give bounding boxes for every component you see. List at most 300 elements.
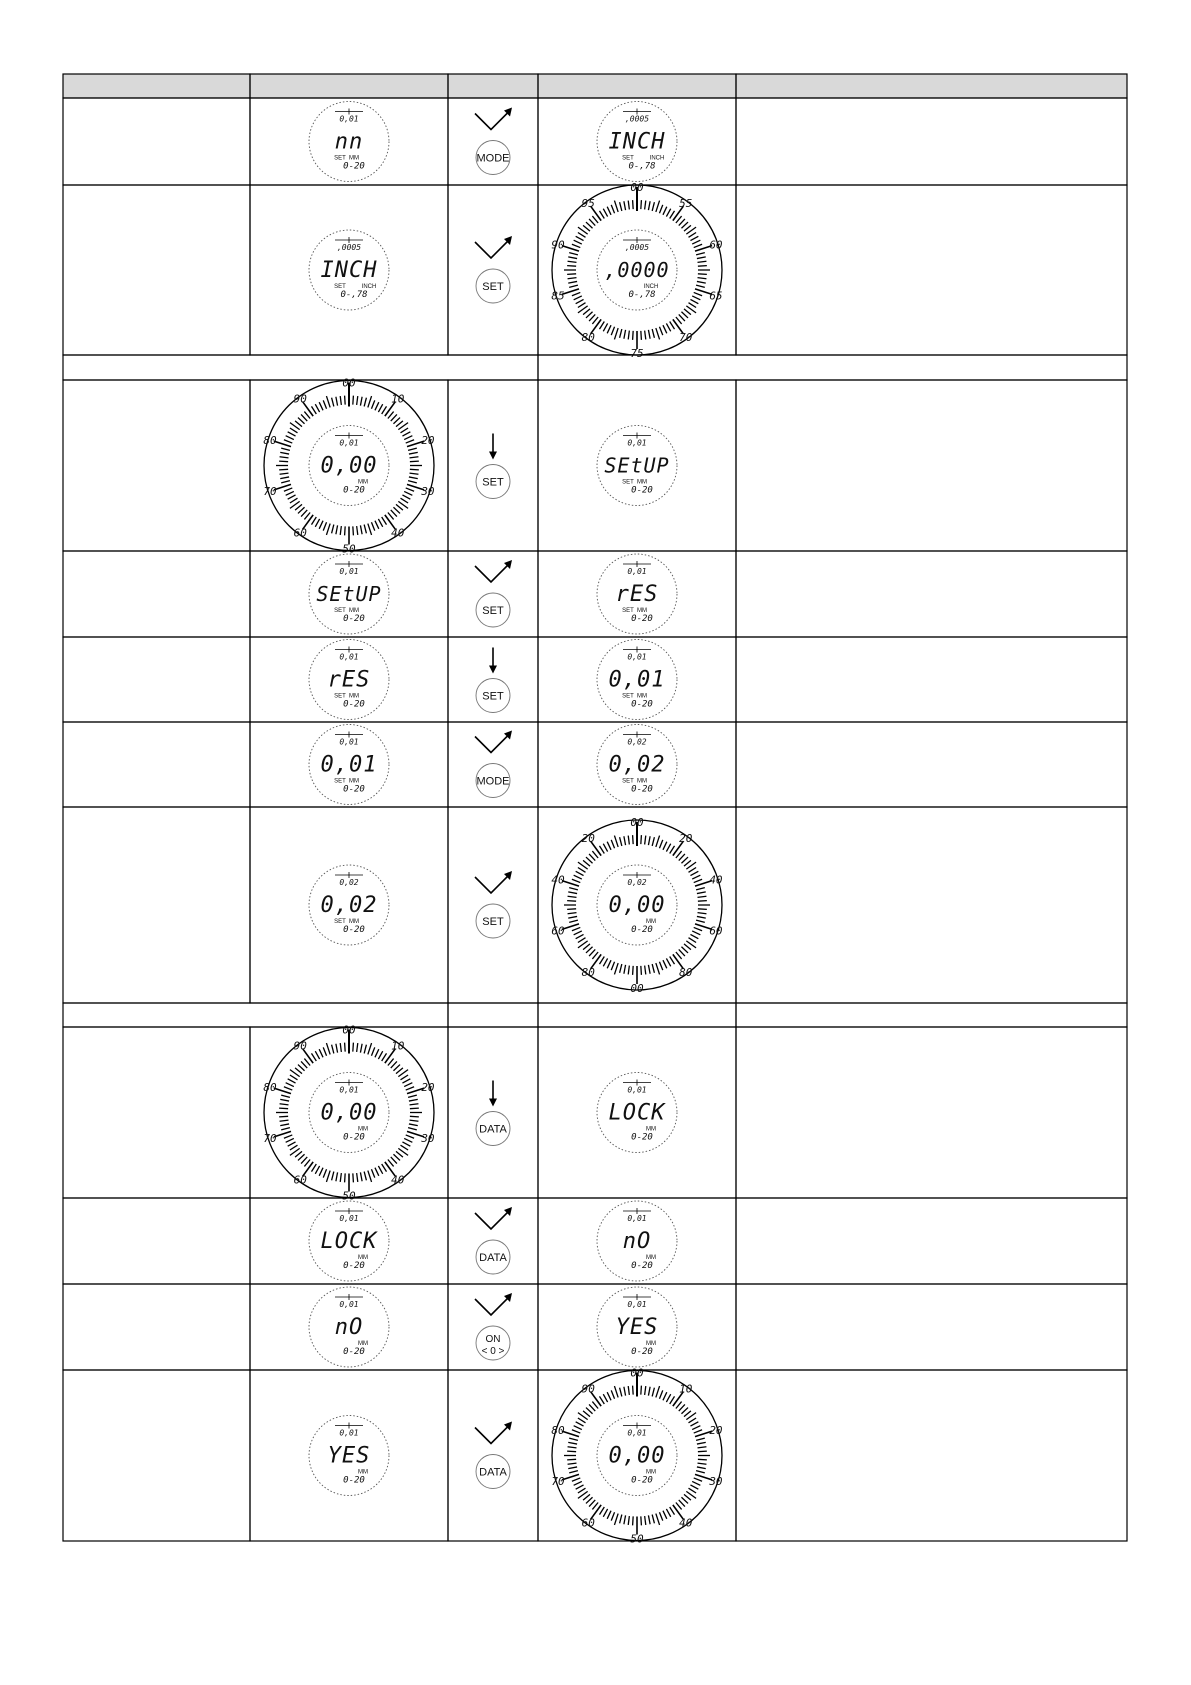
dial-tick	[607, 1511, 611, 1519]
dial-tick	[315, 519, 319, 527]
dial-tick	[641, 966, 642, 975]
dial-tick	[568, 892, 577, 894]
table-cell	[736, 722, 1127, 807]
resolution-value: 0,01	[339, 567, 359, 576]
range-indicator: 0-20	[631, 1347, 653, 1357]
resolution-value: 0,01	[627, 1300, 647, 1309]
dial-tick	[393, 1154, 400, 1160]
resolution-value: 0,02	[627, 737, 647, 747]
dial-number: 30	[709, 1475, 723, 1489]
dial-tick	[290, 1075, 298, 1080]
dial-tick	[648, 1387, 650, 1396]
dial-tick	[614, 328, 618, 339]
table-row	[63, 551, 1127, 637]
dial-tick	[583, 1411, 590, 1417]
press-release-arrow-icon	[475, 564, 509, 582]
set-indicator: SET	[622, 693, 634, 700]
dial-tick	[382, 517, 387, 525]
lcd-main-reading: rES	[327, 667, 371, 693]
dial-tick	[304, 1160, 310, 1167]
dial-number: 50	[630, 1532, 644, 1546]
dial-tick	[607, 325, 611, 333]
dial-tick	[628, 966, 629, 975]
press-release-arrow-icon	[475, 735, 509, 753]
dial-tick	[603, 1394, 607, 1402]
dial-number: 90	[551, 238, 565, 252]
dial-number: 20	[421, 433, 435, 447]
press-release-arrow-icon	[475, 1297, 509, 1315]
dial-tick	[670, 846, 675, 854]
dial-tick	[696, 888, 705, 890]
key-action	[476, 1081, 510, 1146]
dial-tick	[652, 329, 654, 338]
dial-tick	[568, 257, 577, 259]
dial-tick	[628, 836, 629, 845]
dial-tick	[696, 1471, 705, 1473]
dial-tick	[620, 964, 622, 973]
lcd-main-reading: INCH	[320, 258, 378, 283]
dial-tick	[656, 836, 660, 847]
resolution-value: 0,01	[339, 1300, 359, 1309]
display-after	[597, 426, 677, 506]
table-cell	[736, 1198, 1127, 1284]
dial-tick	[690, 1422, 698, 1426]
dial-tick	[567, 274, 576, 275]
arrow-head-icon	[489, 1099, 497, 1107]
dial-tick	[611, 327, 614, 335]
dial-tick	[611, 1390, 614, 1398]
dial-tick	[624, 1515, 626, 1524]
table-row	[63, 98, 1127, 185]
dial-tick	[648, 836, 650, 845]
dial-tick	[319, 1168, 323, 1176]
dial-tick	[364, 1172, 366, 1181]
dial-tick	[589, 314, 595, 321]
dial-tick	[311, 1164, 316, 1172]
table-cell	[448, 185, 538, 355]
resolution-value: 0,02	[339, 878, 359, 887]
key-action	[475, 560, 512, 627]
table-cell	[63, 380, 250, 551]
lcd-main-reading: YES	[327, 1443, 371, 1469]
dial-tick	[578, 1488, 586, 1493]
lcd-main-reading: 0,00	[608, 1443, 666, 1469]
dial-number: 80	[551, 1423, 565, 1437]
range-indicator: 0-20	[631, 699, 653, 710]
dial-tick	[694, 879, 702, 882]
table-row	[63, 1284, 1127, 1370]
dial-tick	[607, 207, 611, 215]
table-cell	[448, 1284, 538, 1370]
dial-tick	[323, 400, 326, 408]
set-indicator: SET	[622, 155, 634, 162]
arrow-head-icon	[489, 666, 497, 674]
press-release-arrow-icon	[475, 1211, 509, 1229]
lcd-main-reading: YES	[615, 1315, 659, 1340]
dial-tick	[603, 209, 607, 217]
dial-tick	[315, 1166, 319, 1174]
dial-number: 90	[293, 1039, 307, 1053]
dial-tick	[578, 232, 586, 237]
dial-tick	[586, 1408, 593, 1414]
dial-tick	[368, 1171, 372, 1182]
lcd-main-reading: nO	[622, 1229, 652, 1254]
dial-tick	[353, 1043, 354, 1052]
display-before	[263, 1024, 434, 1203]
dial-tick	[645, 1386, 646, 1395]
dial-tick	[572, 1478, 580, 1481]
dial-tick	[694, 1430, 702, 1433]
dial-tick	[368, 1043, 372, 1054]
dial-tick	[663, 325, 667, 333]
dial-tick	[670, 211, 675, 219]
table-row	[63, 1198, 1127, 1284]
dial-tick	[576, 299, 584, 303]
dial-number: 20	[679, 831, 693, 845]
dial-tick	[620, 1515, 622, 1524]
dial-tick	[684, 225, 691, 231]
unit-indicator: MM	[349, 693, 359, 700]
dial-tick	[336, 397, 338, 406]
unit-indicator: MM	[646, 1469, 656, 1476]
dial-tick	[697, 1467, 706, 1469]
dial-tick	[679, 854, 685, 861]
dial-tick	[284, 488, 292, 491]
dial-tick	[568, 896, 577, 897]
dial-tick	[679, 1500, 685, 1507]
dial-tick	[676, 952, 682, 959]
dial-tick	[694, 927, 702, 930]
dial-tick	[648, 1515, 650, 1524]
dial-tick	[611, 840, 614, 848]
dial-tick	[401, 498, 409, 503]
dial-tick	[280, 1120, 289, 1121]
dial-tick	[360, 397, 362, 406]
dial-tick	[402, 1142, 410, 1146]
dial-tick	[656, 201, 660, 212]
press-release-arrow-icon	[475, 875, 509, 893]
dial-tick	[332, 1045, 334, 1054]
dial-tick	[614, 1386, 618, 1397]
unit-indicator: INCH	[649, 155, 665, 162]
dial-number: 80	[263, 433, 277, 447]
table-header	[63, 74, 1127, 98]
resolution-value: ,0005	[624, 243, 650, 252]
dial-tick	[633, 200, 634, 209]
dial-tick	[681, 222, 688, 228]
table-cell	[448, 1370, 538, 1541]
dial-tick	[578, 1418, 586, 1423]
dial-tick	[567, 1459, 576, 1460]
dial-tick	[698, 896, 707, 897]
dial-tick	[410, 469, 419, 470]
dial-tick	[628, 201, 629, 210]
dial-tick	[408, 1095, 417, 1097]
dial-number: 20	[421, 1080, 435, 1094]
dial-tick	[690, 871, 698, 875]
dial-number: 00	[630, 181, 644, 194]
dial-tick	[611, 1512, 614, 1520]
dial-tick	[298, 507, 305, 513]
dial-tick	[697, 1442, 706, 1444]
dial-number: 30	[421, 1132, 435, 1146]
dial-tick	[286, 1138, 294, 1142]
dial-tick	[569, 1471, 578, 1473]
unit-indicator: MM	[646, 1341, 656, 1347]
dial-tick	[583, 944, 590, 950]
dial-tick	[656, 328, 660, 339]
dial-tick	[357, 1043, 358, 1052]
dial-tick	[574, 1426, 582, 1430]
dial-tick	[301, 1061, 307, 1068]
dial-tick	[340, 1043, 341, 1052]
table-cell	[736, 807, 1127, 1003]
dial-tick	[603, 1509, 607, 1517]
dial-number: 20	[709, 1423, 723, 1437]
dial-tick	[681, 1497, 688, 1503]
dial-tick	[666, 323, 670, 331]
display-after	[597, 640, 677, 720]
dial-tick	[396, 1068, 403, 1074]
dial-tick	[692, 296, 700, 300]
key-action	[475, 1422, 512, 1489]
dial-number: 10	[391, 392, 405, 406]
dial-tick	[391, 414, 397, 421]
dial-tick	[406, 1135, 414, 1138]
table-cell	[63, 1370, 250, 1541]
dial-tick	[388, 412, 394, 419]
dial-tick	[353, 396, 354, 405]
dial-tick	[574, 875, 582, 879]
dial-tick	[603, 323, 607, 331]
dial-tick	[592, 1402, 598, 1409]
dial-tick	[569, 888, 578, 890]
dial-number: 20	[581, 831, 595, 845]
dial-tick	[410, 1104, 419, 1105]
press-release-arrow-icon	[475, 112, 509, 130]
dial-tick	[371, 1047, 374, 1055]
unit-indicator: MM	[637, 693, 647, 700]
dial-tick	[663, 960, 667, 968]
dial-tick	[280, 457, 289, 458]
dial-tick	[659, 1390, 662, 1398]
dial-tick	[589, 949, 595, 956]
dial-tick	[628, 1516, 629, 1525]
dial-tick	[676, 851, 682, 858]
dial-tick	[645, 966, 646, 975]
lcd-main-reading: 0,01	[320, 752, 378, 778]
dial-tick	[568, 1463, 577, 1464]
dial-tick	[406, 488, 414, 491]
dial-tick	[648, 330, 650, 339]
table-cell	[736, 1370, 1127, 1541]
dial-tick	[279, 1116, 288, 1117]
section-cell	[736, 1003, 1127, 1027]
dial-number: 10	[679, 1382, 693, 1396]
display-after	[597, 1073, 677, 1153]
dial-tick	[568, 261, 577, 262]
table-cell	[736, 1027, 1127, 1198]
dial-tick	[574, 931, 582, 935]
dial-tick	[280, 1099, 289, 1101]
lcd-main-reading: rES	[615, 582, 659, 607]
dial-tick	[633, 1386, 634, 1395]
lcd-main-reading: 0,01	[608, 667, 666, 693]
dial-tick	[391, 1157, 397, 1164]
dial-tick	[568, 281, 577, 283]
dial-tick	[298, 418, 305, 424]
dial-tick	[357, 526, 358, 535]
dial-tick	[301, 1157, 307, 1164]
range-indicator: 0-20	[343, 925, 365, 935]
key-label: SET	[482, 916, 504, 928]
set-indicator: SET	[334, 693, 346, 700]
dial-tick	[645, 1516, 646, 1525]
dial-tick	[690, 1485, 698, 1489]
lcd-main-reading: SEtUP	[604, 453, 670, 478]
dial-number: 40	[709, 873, 723, 887]
table-cell	[736, 98, 1127, 185]
display-before	[309, 1287, 389, 1367]
dial-tick	[393, 507, 400, 513]
dial-tick	[336, 1172, 338, 1181]
dial-tick	[410, 1108, 419, 1109]
display-before	[309, 725, 389, 805]
dial-tick	[401, 1145, 409, 1150]
dial-tick	[332, 525, 334, 534]
dial-tick	[401, 1075, 409, 1080]
dial-tick	[410, 457, 419, 458]
dial-tick	[652, 964, 654, 973]
display-after	[597, 554, 677, 634]
range-indicator: 0-20	[343, 1347, 365, 1357]
dial-tick	[663, 1511, 667, 1519]
dial-tick	[620, 1388, 622, 1397]
dial-number: 60	[293, 526, 307, 540]
lcd-main-reading: ,0000	[604, 258, 670, 282]
unit-indicator: MM	[646, 1255, 656, 1261]
dial-tick	[391, 1061, 397, 1068]
dial-tick	[679, 1404, 685, 1411]
dial-tick	[353, 1173, 354, 1182]
range-indicator: 0-,78	[340, 290, 368, 300]
dial-tick	[666, 209, 670, 217]
dial-tick	[659, 327, 662, 335]
dial-tick	[404, 436, 412, 440]
dial-tick	[614, 201, 618, 212]
display-before	[309, 102, 389, 182]
dial-tick	[656, 963, 660, 974]
dial-tick	[607, 960, 611, 968]
dial-tick	[360, 525, 362, 534]
dial-tick	[666, 1394, 670, 1402]
range-indicator: 0-20	[343, 699, 365, 710]
dial-tick	[583, 309, 590, 315]
dial-tick	[319, 402, 323, 410]
table-cell	[63, 551, 250, 637]
dial-tick	[368, 396, 372, 407]
dial-tick	[692, 1481, 700, 1485]
dial-number: 00	[342, 376, 356, 390]
dial-tick	[295, 1151, 302, 1157]
dial-tick	[572, 927, 580, 930]
dial-tick	[684, 944, 691, 950]
dial-tick	[611, 205, 614, 213]
dial-tick	[391, 510, 397, 517]
table-row	[63, 181, 1127, 360]
dial-tick	[696, 1438, 705, 1440]
dial-tick	[592, 317, 598, 324]
dial-tick	[295, 421, 302, 427]
key-action	[475, 731, 512, 798]
key-label: DATA	[479, 1466, 507, 1479]
dial-tick	[666, 1509, 670, 1517]
dial-tick	[345, 1043, 346, 1052]
dial-tick	[576, 1485, 584, 1489]
dial-number: 80	[263, 1080, 277, 1094]
dial-number: 40	[551, 873, 565, 887]
dial-tick	[684, 309, 691, 315]
dial-tick	[410, 473, 419, 474]
key-label: ON	[485, 1334, 501, 1345]
dial-tick	[360, 1044, 362, 1053]
dial-tick	[345, 526, 346, 535]
dial-tick	[641, 1386, 642, 1395]
dial-tick	[406, 1087, 414, 1090]
dial-tick	[641, 200, 642, 209]
display-after	[597, 102, 677, 182]
dial-tick	[396, 1151, 403, 1157]
dial-tick	[698, 1459, 707, 1460]
dial-tick	[633, 835, 634, 844]
dial-tick	[589, 854, 595, 861]
dial-tick	[645, 201, 646, 210]
range-indicator: 0-20	[343, 161, 365, 172]
dial-tick	[676, 317, 682, 324]
dial-tick	[583, 225, 590, 231]
dial-tick	[326, 396, 330, 407]
dial-tick	[690, 299, 698, 303]
resolution-value: 0,01	[339, 1085, 359, 1095]
table-row	[63, 722, 1127, 807]
dial-tick	[569, 920, 578, 922]
dial-tick	[281, 448, 290, 450]
dial-tick	[603, 844, 607, 852]
dial-tick	[382, 1164, 387, 1172]
dial-number: 60	[293, 1173, 307, 1187]
dial-tick	[670, 1507, 675, 1515]
display-before	[309, 1416, 389, 1496]
dial-tick	[689, 303, 697, 308]
dial-tick	[410, 1116, 419, 1117]
dial-tick	[666, 844, 670, 852]
dial-number: 70	[263, 1132, 277, 1146]
unit-indicator: INCH	[643, 284, 659, 290]
dial-tick	[578, 867, 586, 872]
dial-tick	[401, 428, 409, 433]
table-cell	[736, 380, 1127, 551]
dial-tick	[371, 400, 374, 408]
dial-tick	[697, 281, 706, 283]
unit-indicator: MM	[646, 1126, 656, 1133]
dial-tick	[279, 469, 288, 470]
dial-tick	[569, 253, 578, 255]
dial-number: 90	[293, 392, 307, 406]
dial-tick	[311, 1053, 316, 1061]
dial-tick	[592, 952, 598, 959]
dial-tick	[568, 913, 577, 914]
dial-tick	[698, 278, 707, 279]
